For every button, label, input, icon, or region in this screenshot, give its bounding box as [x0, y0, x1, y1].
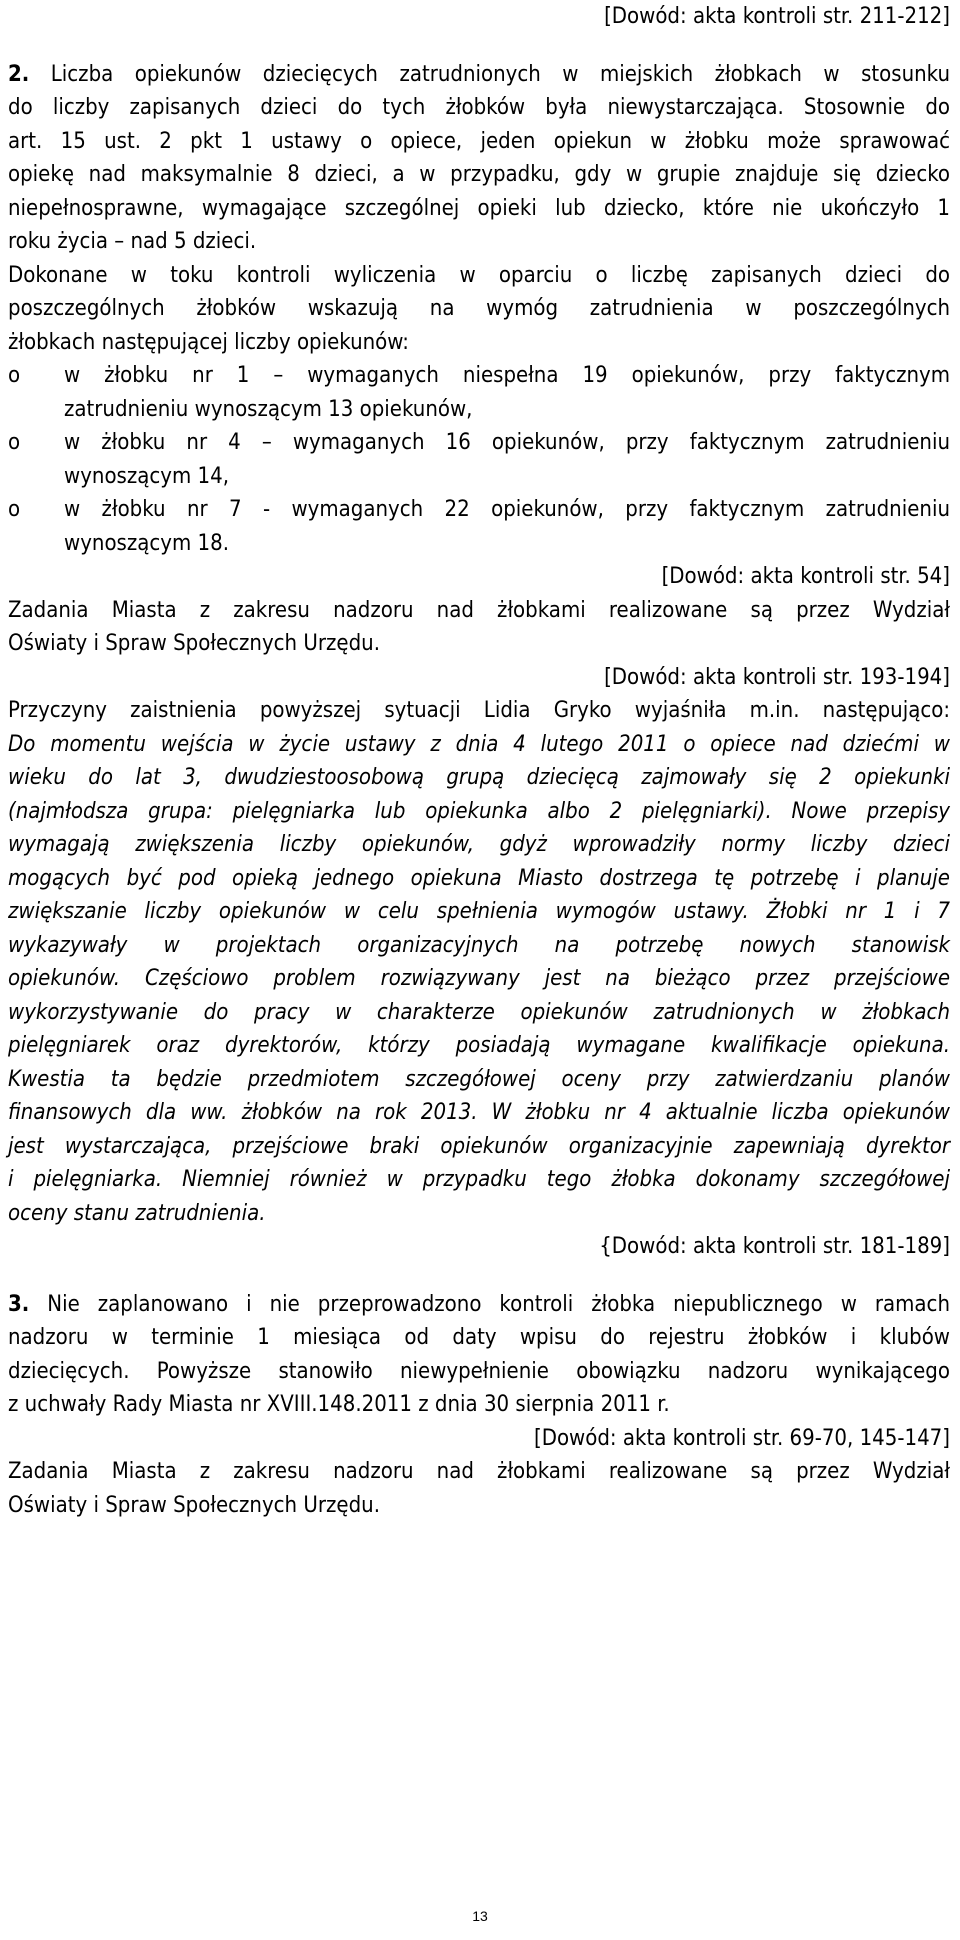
paragraph-line: opiekę nad maksymalnie 8 dzieci, a w przypadku, gdy w grupie znajduje się dziecko [8, 162, 950, 187]
paragraph-line: Zadania Miasta z zakresu nadzoru nad żłobkami realizowane są przez Wydział [8, 1459, 950, 1484]
quote-line: jest wystarczająca, przejściowe braki opiekunów organizacyjnie zapewniają dyrektor [8, 1133, 950, 1159]
quote-line: Do momentu wejścia w życie ustawy z dnia 4 lutego 2011 o opiece nad dziećmi w [8, 731, 950, 757]
document-page [8, 0, 950, 1522]
page-number: 13 [472, 1908, 488, 1924]
section-3-number: 3. [8, 1291, 30, 1317]
bullet-marker: o [8, 430, 21, 455]
quote-line: wykorzystywanie do pracy w charakterze opiekunów zatrudnionych w żłobkach [8, 999, 950, 1025]
quote-line: opiekunów. Częściowo problem rozwiązywany jest na bieżąco przez przejściowe [8, 966, 950, 991]
evidence-reference: [Dowód: akta kontroli str. 69-70, 145-147] [533, 1425, 950, 1451]
section-2-number: 2. [8, 61, 30, 87]
quote-line: oceny stanu zatrudnienia. [8, 1200, 266, 1226]
list-item-line: w żłobku nr 7 - wymaganych 22 opiekunów, przy faktycznym zatrudnieniu [64, 497, 950, 522]
paragraph-line: Dokonane w toku kontroli wyliczenia w oparciu o liczbę zapisanych dzieci do [8, 262, 950, 288]
evidence-reference: [Dowód: akta kontroli str. 193-194] [604, 664, 950, 690]
quote-line: wieku do lat 3, dwudziestoosobową grupą dziecięcą zajmowały się 2 opiekunki [8, 765, 950, 790]
list-item-line: wynoszącym 18. [64, 530, 229, 556]
quote-line: wymagają zwiększenia liczby opiekunów, gdyż wprowadziły normy liczby dzieci [8, 832, 950, 857]
section-2-line-1: 2. Liczba opiekunów dziecięcych zatrudnionych w miejskich żłobkach w stosunku [8, 61, 950, 87]
paragraph-line: dziecięcych. Powyższe stanowiło niewypełnienie obowiązku nadzoru wynikającego [8, 1358, 950, 1384]
paragraph-line: Oświaty i Spraw Społecznych Urzędu. [8, 1492, 380, 1518]
quote-line: finansowych dla ww. żłobków na rok 2013. W żłobku nr 4 aktualnie liczba opiekunów [8, 1100, 950, 1125]
paragraph-line: poszczególnych żłobków wskazują na wymóg zatrudnienia w poszczególnych [8, 296, 950, 321]
evidence-reference: {Dowód: akta kontroli str. 181-189] [599, 1234, 950, 1259]
paragraph-line: niepełnosprawne, wymagające szczególnej opieki lub dziecko, które nie ukończyło 1 [8, 195, 950, 221]
bullet-marker: o [8, 363, 21, 388]
paragraph-line: żłobkach następującej liczby opiekunów: [8, 329, 409, 355]
quote-line: mogących być pod opieką jednego opiekuna Miasto dostrzega tę potrzebę i planuje [8, 865, 950, 891]
spacer [8, 1264, 950, 1288]
list-item-line: w żłobku nr 4 – wymaganych 16 opiekunów, przy faktycznym zatrudnieniu [64, 430, 950, 455]
paragraph-line: z uchwały Rady Miasta nr XVIII.148.2011 z dnia 30 sierpnia 2011 r. [8, 1392, 670, 1417]
paragraph-line: Oświaty i Spraw Społecznych Urzędu. [8, 631, 380, 656]
list-item [8, 493, 950, 560]
list-item-line: w żłobku nr 1 – wymaganych niespełna 19 opiekunów, przy faktycznym [64, 363, 950, 388]
paragraph-line: Zadania Miasta z zakresu nadzoru nad żłobkami realizowane są przez Wydział [8, 597, 950, 623]
quote-line: (najmłodsza grupa: pielęgniarka lub opiekunka albo 2 pielęgniarki). Nowe przepisy [8, 798, 950, 824]
paragraph-line: roku życia – nad 5 dzieci. [8, 229, 257, 254]
list-item-line: wynoszącym 14, [64, 463, 229, 489]
paragraph-line: nadzoru w terminie 1 miesiąca od daty wpisu do rejestru żłobków i klubów [8, 1325, 950, 1350]
list-item-line: zatrudnieniu wynoszącym 13 opiekunów, [64, 396, 473, 422]
evidence-reference: [Dowód: akta kontroli str. 211-212] [604, 4, 950, 29]
paragraph-line: do liczby zapisanych dzieci do tych żłobków była niewystarczająca. Stosownie do [8, 95, 950, 120]
quoted-explanation [8, 728, 950, 1231]
spacer [8, 34, 950, 58]
quote-line: wykazywały w projektach organizacyjnych na potrzebę nowych stanowisk [8, 932, 950, 958]
quote-line: i pielęgniarka. Niemniej również w przypadku tego żłobka dokonamy szczegółowej [8, 1167, 950, 1192]
quote-line: zwiększanie liczby opiekunów w celu spełnienia wymogów ustawy. Żłobki nr 1 i 7 [8, 899, 950, 924]
paragraph-line: art. 15 ust. 2 pkt 1 ustawy o opiece, jeden opiekun w żłobku może sprawować [8, 128, 950, 154]
quote-line: pielęgniarek oraz dyrektorów, którzy posiadają wymagane kwalifikacje opiekuna. [8, 1033, 950, 1058]
section-3-line-1: 3. Nie zaplanowano i nie przeprowadzono kontroli żłobka niepublicznego w ramach [8, 1291, 950, 1317]
bullet-marker: o [8, 497, 21, 522]
list-item [8, 426, 950, 493]
quote-line: Kwestia ta będzie przedmiotem szczegółowej oceny przy zatwierdzaniu planów [8, 1066, 950, 1092]
list-item [8, 359, 950, 426]
evidence-reference: [Dowód: akta kontroli str. 54] [661, 564, 950, 589]
paragraph-line: Przyczyny zaistnienia powyższej sytuacji Lidia Gryko wyjaśniła m.in. następująco: [8, 698, 950, 723]
